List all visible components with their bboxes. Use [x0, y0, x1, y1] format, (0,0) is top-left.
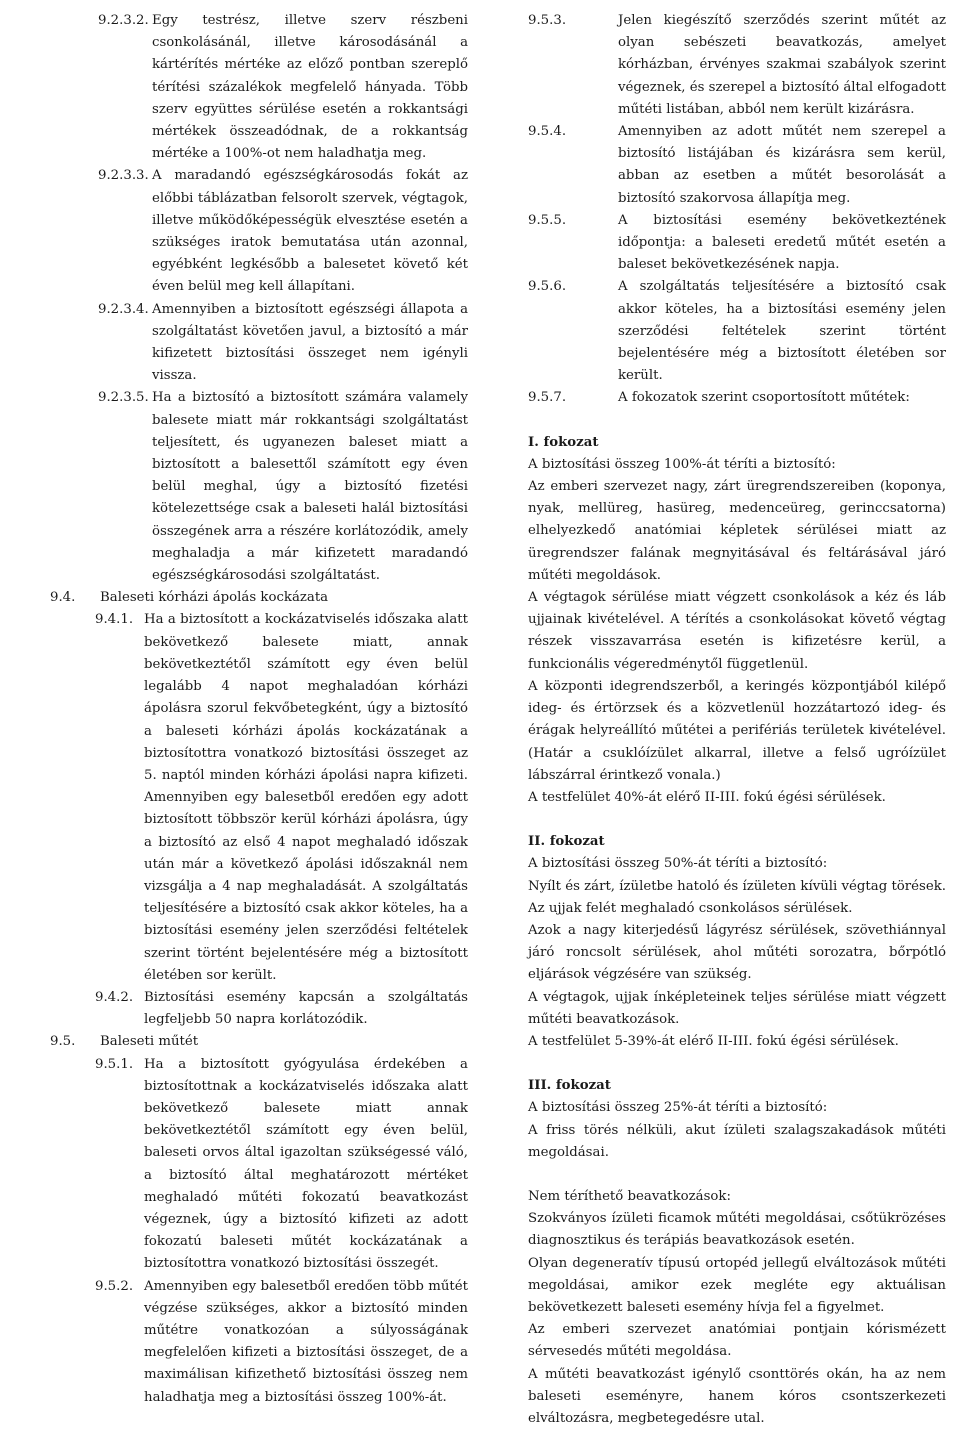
clause-text: Ha a biztosított a kockázatviselés időszaka alatt bekövetkező balesete miatt, annak bekövetkeztétől számított egy éven belül legalább 4 napot meghaladóan kórházi ápolásra szorul fekvőbetegként, úgy a biztosító a baleseti kórházi ápolás kockázatának a biztosítottra vonatkozó biztosítási összeget az 5. naptól minden kórházi ápolási napra kifizeti. Amennyiben egy balesetből eredően egy adott biztosított többször kerül kórházi ápolásra, úgy a biztosító az első 4 napot meghaladó időszak után már a következő ápolási időszaknál nem vizsgálja a 4 nap meghaladását. A szolgáltatás teljesítésére a biztosító csak akkor köteles, ha a biztosítási esemény jelen szerződési feltételek szerint történt bejelentésére még a biztosított életében sor került.	[144, 612, 468, 983]
clause-text: Biztosítási esemény kapcsán a szolgáltatás legfeljebb 50 napra korlátozódik.	[144, 989, 468, 1028]
clause-text: Amennyiben az adott műtét nem szerepel a biztosító listájában és kizárásra sem kerül, abban az esetben a műtét besorolását a biztosító szakorvosa állapítja meg.	[618, 124, 946, 206]
clause-text: Amennyiben egy balesetből eredően több műtét végzése szükséges, akkor a biztosító minden műtétre vonatkozóan a súlyosságának megfelelően kifizeti a biztosítási összeget, de a maximálisan kifizethető biztosítási összeg nem haladhatja meg a biztosítási összeg 100%-át.	[144, 1278, 468, 1405]
clause-text: Ha a biztosító a biztosított számára valamely balesete miatt már rokkantsági szolgáltatást teljesített, és ugyanezen baleset miatt a biztosított a balesettől számított egy éven belül meghal, úgy a biztosító fizetési kötelezettsége csak a baleseti halál biztosítási összegének arra a részére korlátozódik, amely meghaladja a már kifizetett maradandó egészségkárosodási szolgáltatást.	[152, 390, 468, 584]
grade-2-line: Nyílt és zárt, ízületbe hatoló és ízületen kívüli végtag törések. Az ujjak felét meghaladó csonkolásos sérülések.	[528, 878, 946, 916]
grade-1-line: A testfelület 40%-át elérő II-III. fokú égési sérülések.	[528, 789, 886, 805]
grade-3-line: A biztosítási összeg 25%-át téríti a biztosító:	[528, 1100, 828, 1116]
grade-1-title: I. fokozat	[528, 434, 599, 450]
section-title: Baleseti műtét	[100, 1034, 199, 1050]
grade-1-line: A központi idegrendszerből, a keringés központjából kilépő ideg- és értörzsek és a közvetlenül hozzátartozó ideg- és érágak helyreállító műtétei a perifériás területek kivételével. (Határ a csuklóízület alkarral, illetve a felső ugróízület lábszárral érintkező vonala.)	[528, 678, 946, 783]
grade-3-block	[528, 1075, 946, 1164]
clause-number: 9.5.5.	[528, 212, 567, 228]
grade-3-line: A friss törés nélküli, akut ízületi szalagszakadások műtéti megoldásai.	[528, 1122, 946, 1160]
section-9-5-heading	[50, 1031, 468, 1053]
clause-9-5-7	[528, 387, 946, 409]
clause-9-5-2	[50, 1276, 468, 1409]
clause-number: 9.2.3.3.	[98, 168, 149, 184]
clause-number: 9.2.3.4.	[98, 301, 149, 317]
spacer	[528, 809, 946, 831]
clause-number: 9.5.6.	[528, 279, 567, 295]
grade-1-line: A végtagok sérülése miatt végzett csonkolások a kéz és láb ujjainak kivételével. A térítés a csonkolásokat követő végtag részek visszavarrása esetén is kifizetésre kerül, a funkcionális végeredménytől függetlenül.	[528, 590, 946, 672]
clause-9-5-1	[50, 1054, 468, 1276]
clause-9-5-3	[528, 10, 946, 121]
right-column	[528, 10, 946, 1430]
clause-text: Jelen kiegészítő szerződés szerint műtét az olyan sebészeti beavatkozás, amelyet kórházban, érvényes szakmai szabályok szerint végeznek, és szerepel a biztosító által elfogadott műtéti listában, abból nem került kizárásra.	[618, 13, 946, 117]
nonrefundable-title: Nem téríthető beavatkozások:	[528, 1188, 731, 1204]
clause-text: A maradandó egészségkárosodás fokát az előbbi táblázatban felsorolt szervek, végtagok, illetve működőképességük elvesztése esetén a szükséges iratok bemutatása után azonnal, egyébként legkésőbb a balesetet követő két éven belül meg kell állapítani.	[152, 168, 468, 295]
clause-9-4-2	[50, 987, 468, 1031]
clause-9-4-1	[50, 609, 468, 986]
clause-9-2-3-2	[50, 10, 468, 165]
clause-9-2-3-5	[50, 387, 468, 587]
spacer	[528, 1053, 946, 1075]
section-number: 9.5.	[50, 1034, 76, 1050]
nonrefundable-line: Szokványos ízületi ficamok műtéti megoldásai, csőtükrözéses diagnosztikus és terápiás beavatkozások esetén.	[528, 1211, 946, 1249]
nonrefundable-line: Olyan degeneratív típusú ortopéd jellegű elváltozások műtéti megoldásai, amikor ezek megléte egy aktuálisan bekövetkezett baleseti esemény hívja fel a figyelmet.	[528, 1255, 946, 1315]
clause-number: 9.4.1.	[95, 612, 134, 628]
nonrefundable-block	[528, 1186, 946, 1430]
nonrefundable-line: Az emberi szervezet anatómiai pontjain kórismézett sérvesedés műtéti megoldása.	[528, 1322, 946, 1360]
clause-number: 9.5.2.	[95, 1278, 134, 1294]
clause-text: A biztosítási esemény bekövetkeztének időpontja: a baleseti eredetű műtét esetén a baleset bekövetkezésének napja.	[618, 212, 946, 273]
grade-2-line: A biztosítási összeg 50%-át téríti a biztosító:	[528, 856, 828, 872]
grade-1-line: A biztosítási összeg 100%-át téríti a biztosító:	[528, 456, 836, 472]
clause-number: 9.2.3.5.	[98, 390, 149, 406]
spacer	[528, 1164, 946, 1186]
clause-text: A szolgáltatás teljesítésére a biztosító csak akkor köteles, ha a biztosítási esemény jelen szerződési feltételek szerint történt bejelentésére még a biztosított életében sor került.	[618, 279, 946, 384]
grade-2-line: A testfelület 5-39%-át elérő II-III. fokú égési sérülések.	[528, 1033, 899, 1049]
clause-number: 9.5.4.	[528, 124, 567, 140]
spacer	[528, 410, 946, 432]
clause-text: A fokozatok szerint csoportosított műtétek:	[618, 390, 910, 406]
grade-2-title: II. fokozat	[528, 834, 605, 850]
section-9-4-heading	[50, 587, 468, 609]
clause-number: 9.4.2.	[95, 989, 134, 1005]
clause-9-5-5	[528, 210, 946, 277]
section-title: Baleseti kórházi ápolás kockázata	[100, 590, 329, 606]
left-column	[50, 10, 468, 1409]
clause-text: Ha a biztosított gyógyulása érdekében a biztosítottnak a kockázatviselés időszaka alatt bekövetkező balesete miatt annak bekövetkeztétől számított egy éven belül, baleseti orvos által igazoltan szükségessé váló, a biztosító által meghatározott mértéket meghaladó műtéti fokozatú beavatkozást végeznek, úgy a biztosító kifizeti az adott fokozatú baleseti műtét kockázatának a biztosítottra vonatkozó biztosítási összegét.	[144, 1056, 468, 1272]
clause-9-5-4	[528, 121, 946, 210]
clause-number: 9.5.1.	[95, 1056, 134, 1072]
section-number: 9.4.	[50, 590, 76, 606]
grade-2-line: Azok a nagy kiterjedésű lágyrész sérülések, szövethiánnyal járó roncsolt sérülések, ahol műtéti sorozatra, bőrpótló eljárások végzésére van szükség.	[528, 922, 946, 983]
grade-1-line: Az emberi szervezet nagy, zárt üregrendszereiben (koponya, nyak, mellüreg, hasüreg, medenceüreg, gerinccsatorna) elhelyezkedő anatómiai képletek sérülései miatt az üregrendszer falának megnyitásával és feltárásával járó műtéti megoldások.	[528, 479, 946, 583]
grade-2-line: A végtagok, ujjak ínképleteinek teljes sérülése miatt végzett műtéti beavatkozások.	[528, 989, 946, 1027]
clause-number: 9.5.3.	[528, 13, 567, 28]
clause-9-5-6	[528, 276, 946, 387]
grade-3-title: III. fokozat	[528, 1078, 611, 1094]
clause-9-2-3-3	[50, 165, 468, 298]
clause-9-2-3-4	[50, 299, 468, 388]
grade-2-block	[528, 831, 946, 1053]
clause-number: 9.2.3.2.	[98, 13, 149, 28]
grade-1-block	[528, 432, 946, 809]
clause-number: 9.5.7.	[528, 390, 567, 406]
clause-text: Egy testrész, illetve szerv részbeni csonkolásánál, illetve károsodásánál a kártérítés mértéke az előző pontban szereplő térítési százalékok megfelelő hányada. Több szerv együttes sérülése esetén a rokkantsági mértékek összeadódnak, de a rokkantság mértéke a 100%-ot nem haladhatja meg.	[152, 13, 468, 162]
clause-text: Amennyiben a biztosított egészségi állapota a szolgáltatást követően javul, a biztosító a már kifizetett biztosítási összeget nem igényli vissza.	[152, 301, 468, 384]
nonrefundable-line: A műtéti beavatkozást igénylő csonttörés okán, ha az nem baleseti eseményre, hanem kóros csontszerkezeti elváltozásra, megbetegedésre utal.	[528, 1366, 946, 1426]
